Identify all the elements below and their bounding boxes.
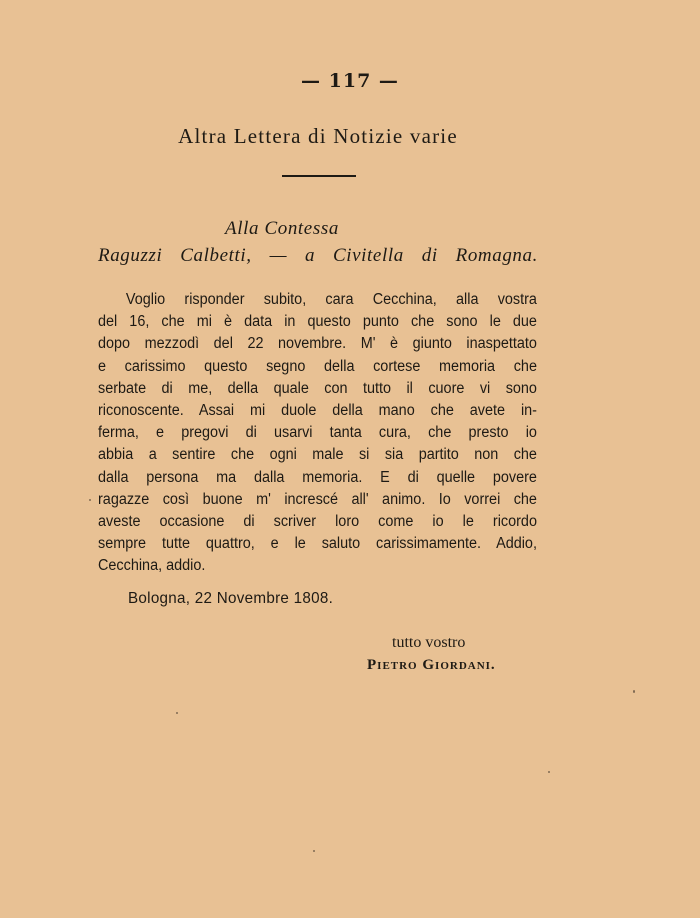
paper-speck [313, 850, 315, 852]
body-line: Cecchina, addio. [98, 557, 206, 575]
body-line: serbate di me, della quale con tutto il cuore vi sono [98, 379, 537, 397]
body-line: e carissimo questo segno della cortese memoria che [98, 357, 537, 375]
letter-body [98, 289, 537, 578]
paper-speck [176, 712, 178, 714]
title-divider [282, 175, 356, 177]
body-line: riconoscente. Assai mi duole della mano che avete in- [98, 402, 537, 420]
body-line: ragazze così buone m' increscé all' animo. Io vorrei che [98, 490, 537, 508]
paper-speck [633, 690, 635, 693]
dateline: Bologna, 22 Novembre 1808. [128, 590, 334, 607]
page-number: — 117 — [301, 70, 399, 92]
body-line: del 16, che mi è data in questo punto che sono le due [98, 313, 537, 331]
body-line: dopo mezzodì del 22 novembre. M' è giunto inaspettato [98, 335, 537, 353]
body-line: Voglio risponder subito, cara Cecchina, alla vostra [125, 291, 537, 308]
addressee-line-2: Raguzzi Calbetti, — a Civitella di Romagna. [98, 245, 538, 266]
signature: Pietro Giordani. [367, 657, 496, 673]
paper-speck [548, 771, 550, 773]
closing: tutto vostro [392, 634, 466, 651]
body-line: dalla persona ma dalla memoria. E di quelle povere [98, 468, 537, 486]
body-line: aveste occasione di scriver loro come io le ricordo [98, 513, 537, 531]
body-line: ferma, e pregovi di usarvi tanta cura, che presto io [98, 424, 537, 442]
body-line: abbia a sentire che ogni male si sia partito non che [98, 446, 537, 464]
addressee-line-1: Alla Contessa [225, 218, 339, 239]
letter-title: Altra Lettera di Notizie varie [178, 124, 458, 148]
body-line: sempre tutte quattro, e le saluto carissimamente. Addio, [98, 535, 537, 553]
paper-speck [89, 499, 91, 501]
